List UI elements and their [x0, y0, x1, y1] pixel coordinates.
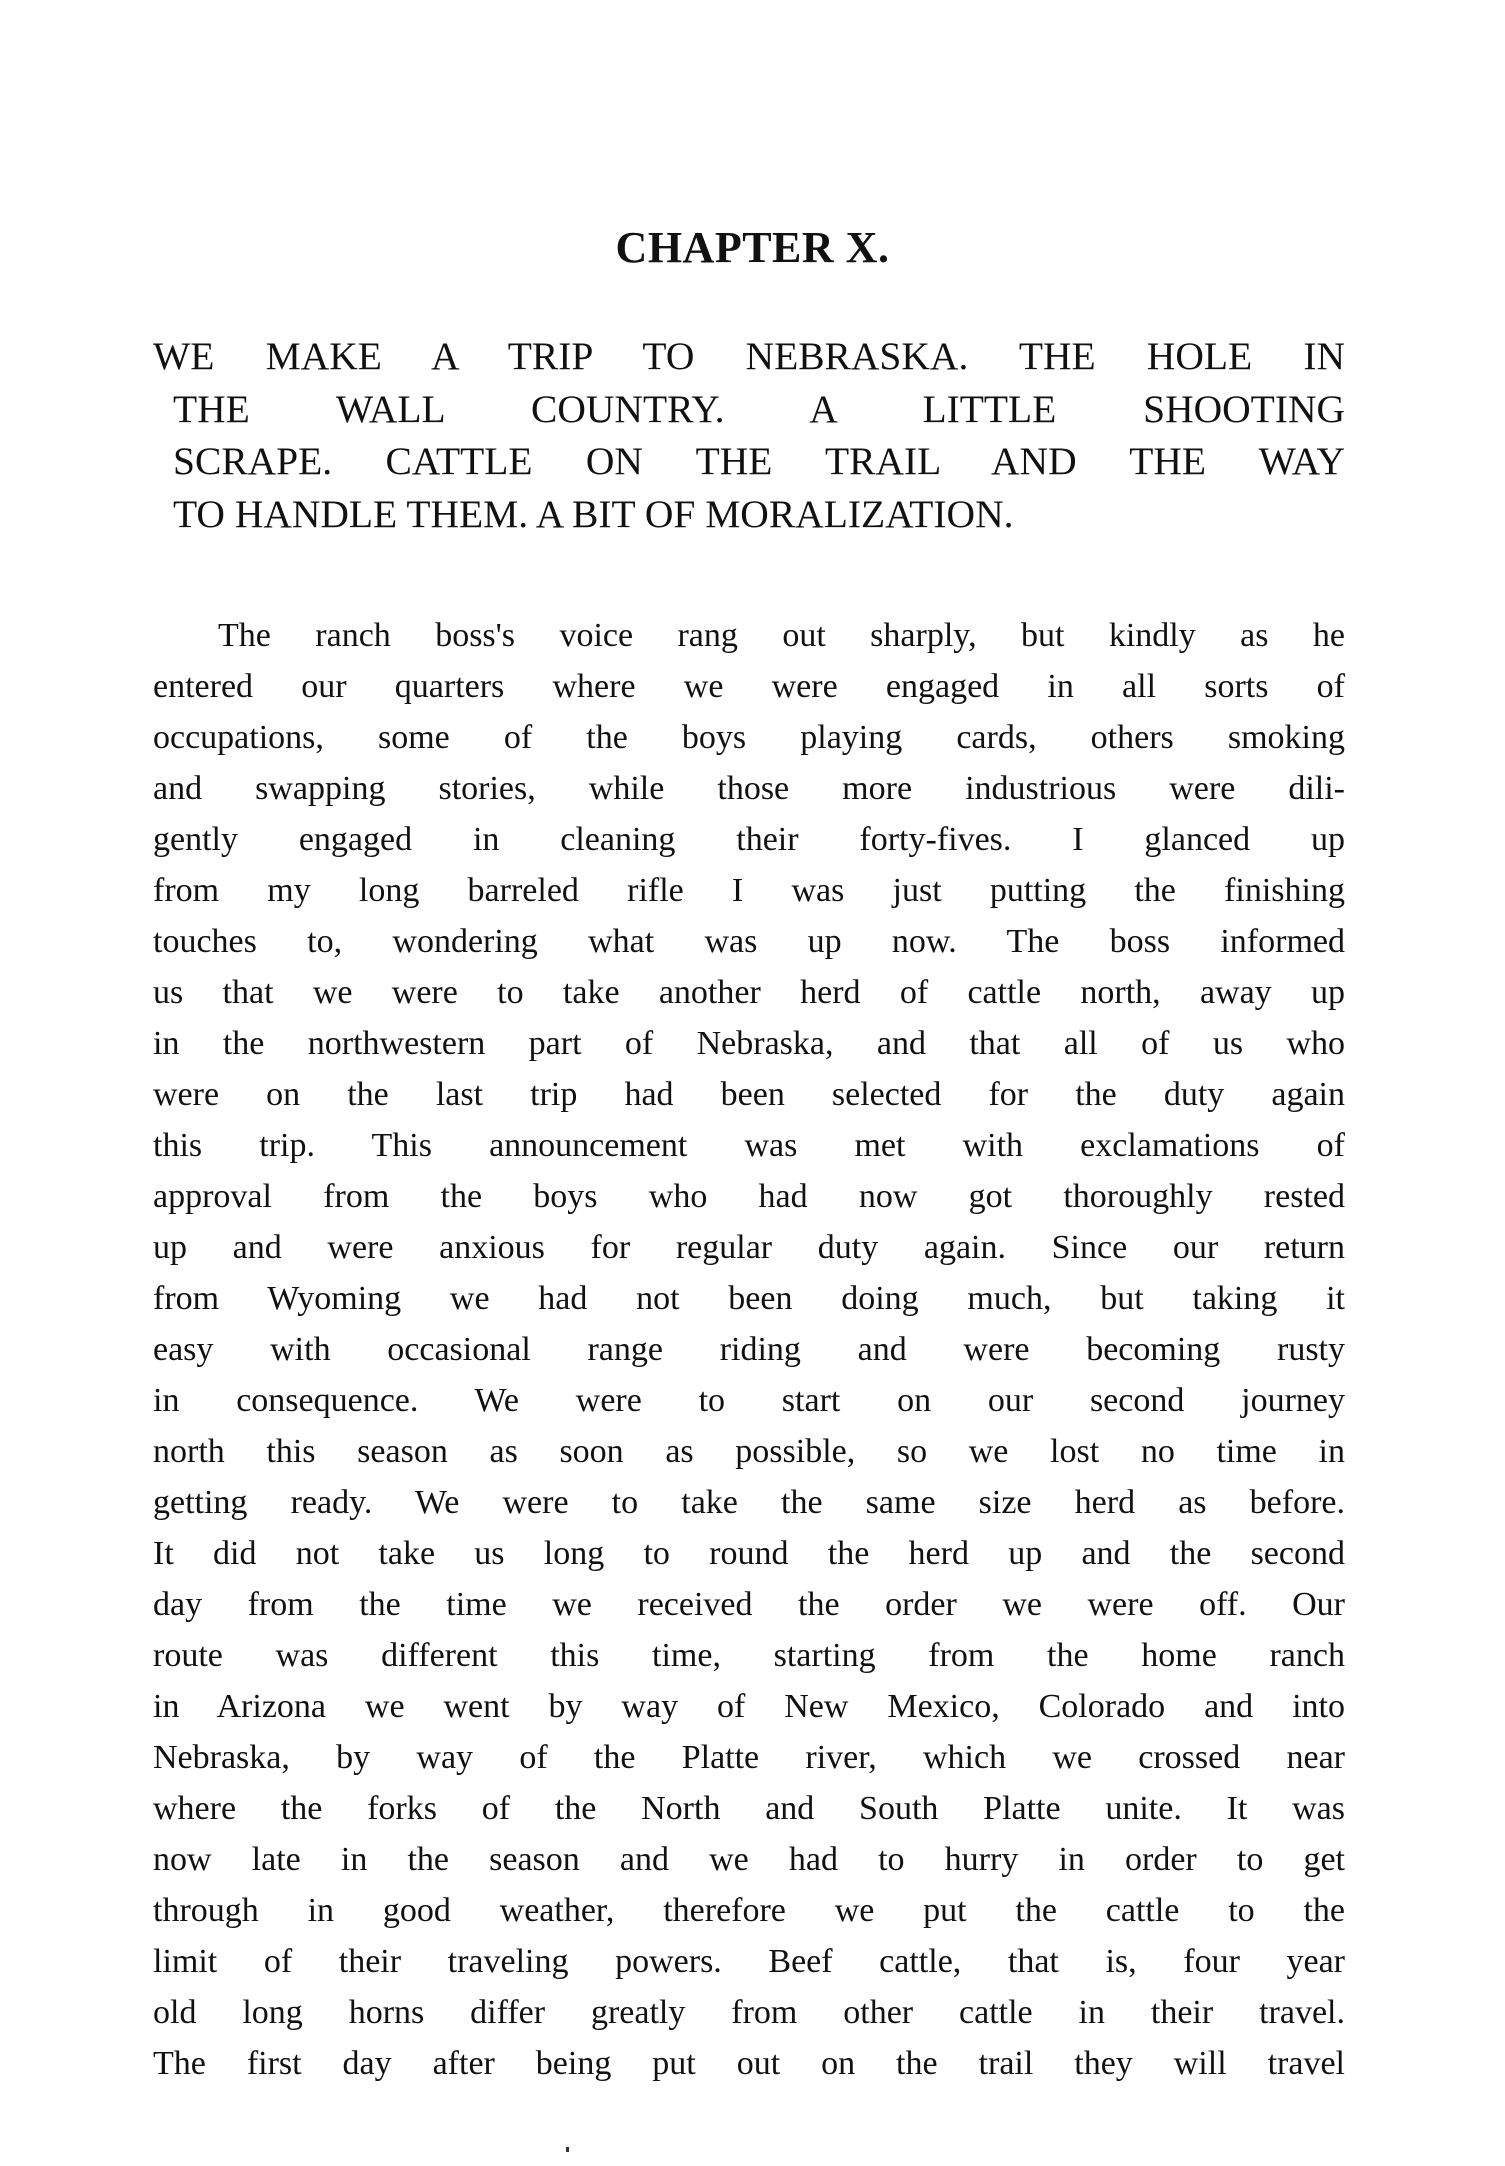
subtitle-line: THE WALL COUNTRY. A LITTLE SHOOTING: [173, 386, 1345, 431]
text-line: and swapping stories, while those more industrious were dili-: [153, 770, 1345, 807]
text-line: gently engaged in cleaning their forty-fives. I glanced up: [153, 821, 1345, 858]
page-speck: [566, 2147, 569, 2152]
text-line: entered our quarters where we were engaged in all sorts of: [153, 668, 1345, 705]
text-line: limit of their traveling powers. Beef cattle, that is, four year: [153, 1943, 1345, 1980]
text-line: easy with occasional range riding and were becoming rusty: [153, 1331, 1345, 1368]
text-line: day from the time we received the order we were off. Our: [153, 1586, 1345, 1623]
body-paragraph: [153, 610, 1345, 2089]
text-line: were on the last trip had been selected for the duty again: [153, 1076, 1345, 1113]
text-line: in Arizona we went by way of New Mexico, Colorado and into: [153, 1688, 1345, 1725]
text-line: route was different this time, starting from the home ranch: [153, 1637, 1345, 1674]
text-line: The first day after being put out on the trail they will travel: [153, 2045, 1345, 2082]
subtitle-line: TO HANDLE THEM. A BIT OF MORALIZATION.: [173, 491, 1014, 536]
text-line: old long horns differ greatly from other cattle in their travel.: [153, 1994, 1345, 2031]
subtitle-line: SCRAPE. CATTLE ON THE TRAIL AND THE WAY: [173, 439, 1345, 483]
text-line: where the forks of the North and South Platte unite. It was: [153, 1790, 1345, 1827]
text-line: up and were anxious for regular duty again. Since our return: [153, 1229, 1345, 1266]
text-line: through in good weather, therefore we put the cattle to the: [153, 1892, 1345, 1929]
chapter-subtitle: [153, 330, 1345, 540]
text-line: Nebraska, by way of the Platte river, which we crossed near: [153, 1739, 1345, 1776]
text-line: occupations, some of the boys playing cards, others smoking: [153, 719, 1345, 756]
text-line: approval from the boys who had now got thoroughly rested: [153, 1178, 1345, 1215]
text-line: The ranch boss's voice rang out sharply, but kindly as he: [218, 617, 1345, 654]
subtitle-line: WE MAKE A TRIP TO NEBRASKA. THE HOLE IN: [153, 334, 1345, 378]
chapter-heading: CHAPTER X.: [615, 223, 890, 272]
text-line: in the northwestern part of Nebraska, and that all of us who: [153, 1025, 1345, 1062]
text-line: getting ready. We were to take the same size herd as before.: [153, 1484, 1345, 1521]
text-line: from my long barreled rifle I was just putting the finishing: [153, 872, 1345, 909]
text-line: It did not take us long to round the herd up and the second: [153, 1535, 1345, 1572]
text-line: this trip. This announcement was met with exclamations of: [153, 1127, 1345, 1164]
text-line: in consequence. We were to start on our second journey: [153, 1382, 1345, 1419]
text-line: north this season as soon as possible, so we lost no time in: [153, 1433, 1345, 1470]
text-line: from Wyoming we had not been doing much, but taking it: [153, 1280, 1345, 1317]
text-line: now late in the season and we had to hurry in order to get: [153, 1841, 1345, 1878]
text-line: touches to, wondering what was up now. The boss informed: [153, 923, 1345, 960]
text-line: us that we were to take another herd of cattle north, away up: [153, 974, 1345, 1011]
